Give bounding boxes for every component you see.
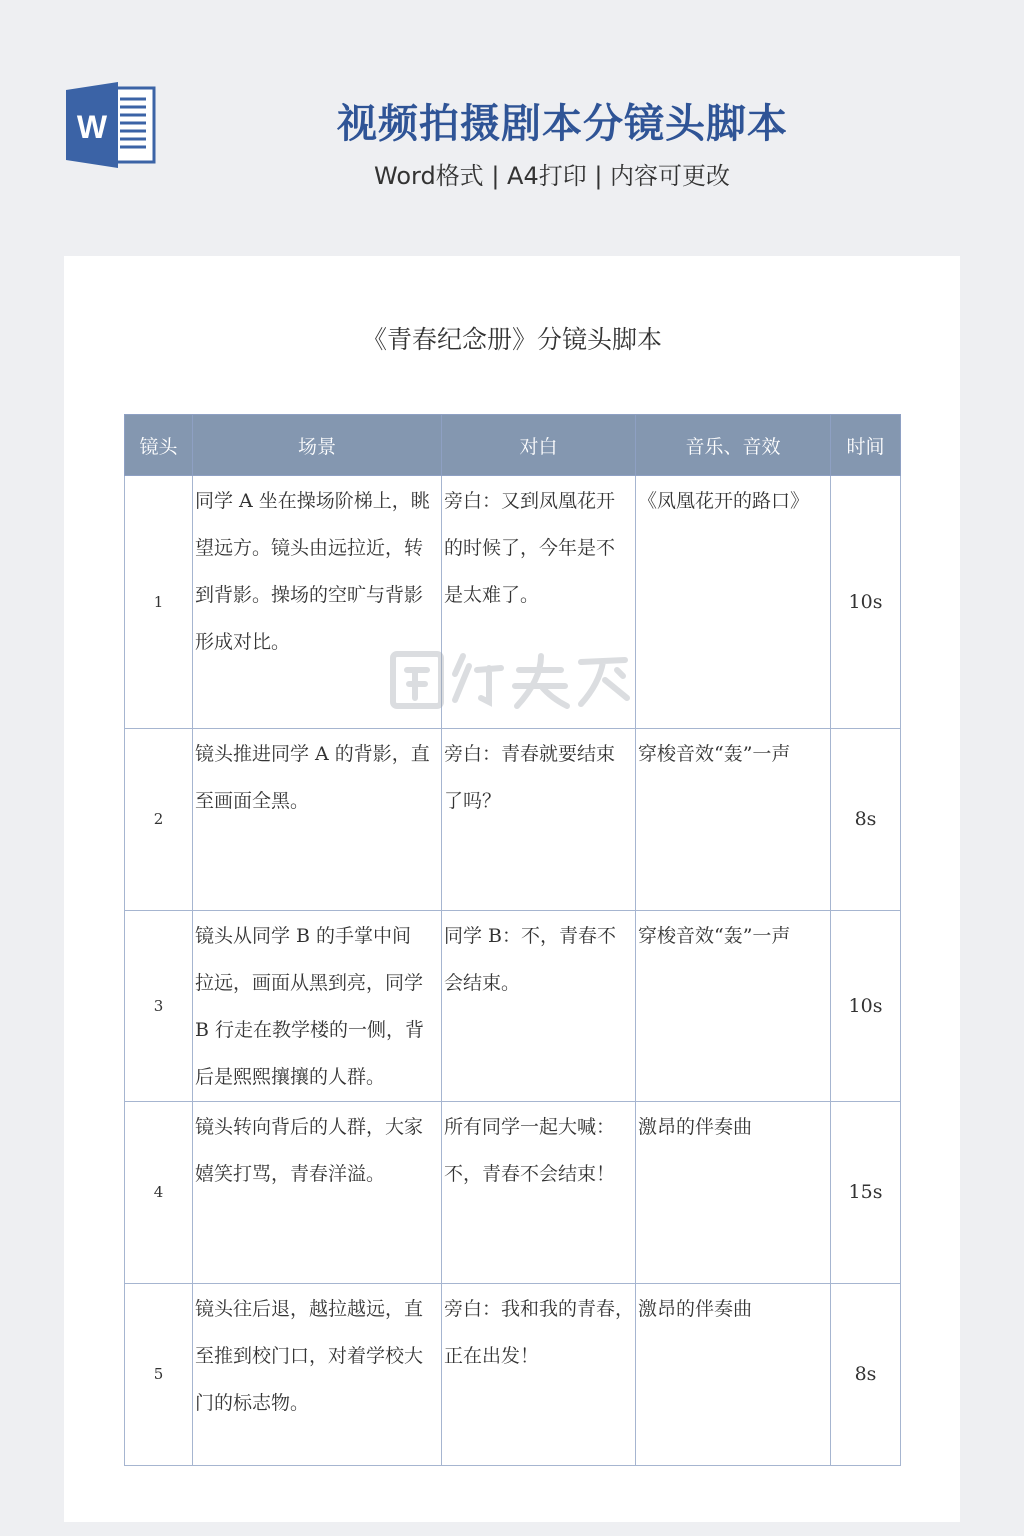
page-subtitle: Word格式 | A4打印 | 内容可更改: [374, 162, 731, 190]
scene-cell: [193, 729, 442, 911]
scene-text: 镜头从同学 B 的手掌中间 拉远，画面从黑到亮，同学 B 行走在教学楼的一侧，背 后是熙熙攘攘的人群。: [195, 925, 425, 1088]
dialogue-cell: [442, 729, 636, 911]
storyboard-table: [124, 414, 901, 1466]
music-cell: [636, 1284, 831, 1466]
table-row: [125, 729, 901, 911]
document-title: 《青春纪念册》分镜头脚本: [361, 325, 662, 354]
scene-cell: [193, 1284, 442, 1466]
scene-text: 镜头往后退，越拉越远，直 至推到校门口，对着学校大 门的标志物。: [195, 1298, 424, 1414]
scene-cell: [193, 1102, 442, 1284]
music-text: 激昂的伴奏曲: [638, 1116, 753, 1138]
column-header-music: 音乐、音效: [636, 415, 831, 476]
word-logo-letter: W: [76, 109, 108, 145]
column-header-dialogue: 对白: [442, 415, 636, 476]
scene-text: 同学 A 坐在操场阶梯上，眺 望远方。镜头由远拉近，转 到背影。操场的空旷与背影 形成对比。: [195, 490, 430, 653]
dialogue-text: 旁白：我和我的青春， 正在出发！: [444, 1298, 635, 1367]
dialogue-cell: [442, 476, 636, 729]
shot-number: 5: [125, 1284, 193, 1466]
column-header-shot: 镜头: [125, 415, 193, 476]
dialogue-text: 旁白：又到凤凰花开 的时候了，今年是不 是太难了。: [444, 490, 616, 606]
table-header-row: [125, 415, 901, 476]
column-header-time: 时间: [831, 415, 901, 476]
music-cell: [636, 729, 831, 911]
table-row: [125, 911, 901, 1102]
music-text: 《凤凰花开的路口》: [638, 490, 810, 512]
column-header-scene: 场景: [193, 415, 442, 476]
duration: 8s: [831, 729, 901, 911]
music-text: 穿梭音效“轰”一声: [638, 925, 791, 947]
dialogue-text: 同学 B：不，青春不 会结束。: [444, 925, 617, 994]
music-cell: [636, 1102, 831, 1284]
duration: 10s: [831, 476, 901, 729]
duration: 10s: [831, 911, 901, 1102]
dialogue-text: 旁白：青春就要结束 了吗？: [444, 743, 616, 812]
music-cell: [636, 911, 831, 1102]
page-header: [0, 0, 1024, 230]
music-text: 穿梭音效“轰”一声: [638, 743, 791, 765]
dialogue-cell: [442, 1102, 636, 1284]
scene-text: 镜头推进同学 A 的背影，直 至画面全黑。: [195, 743, 430, 812]
table-row: [125, 1102, 901, 1284]
scene-cell: [193, 476, 442, 729]
music-cell: [636, 476, 831, 729]
page-title: 视频拍摄剧本分镜头脚本: [337, 101, 788, 147]
duration: 15s: [831, 1102, 901, 1284]
table-row: [125, 1284, 901, 1466]
shot-number: 4: [125, 1102, 193, 1284]
duration: 8s: [831, 1284, 901, 1466]
word-document-icon: [64, 82, 158, 168]
table-row: [125, 476, 901, 729]
scene-cell: [193, 911, 442, 1102]
dialogue-cell: [442, 1284, 636, 1466]
music-text: 激昂的伴奏曲: [638, 1298, 753, 1320]
dialogue-cell: [442, 911, 636, 1102]
shot-number: 2: [125, 729, 193, 911]
shot-number: 1: [125, 476, 193, 729]
shot-number: 3: [125, 911, 193, 1102]
scene-text: 镜头转向背后的人群，大家 嬉笑打骂，青春洋溢。: [195, 1116, 424, 1185]
dialogue-text: 所有同学一起大喊： 不，青春不会结束！: [444, 1116, 616, 1185]
